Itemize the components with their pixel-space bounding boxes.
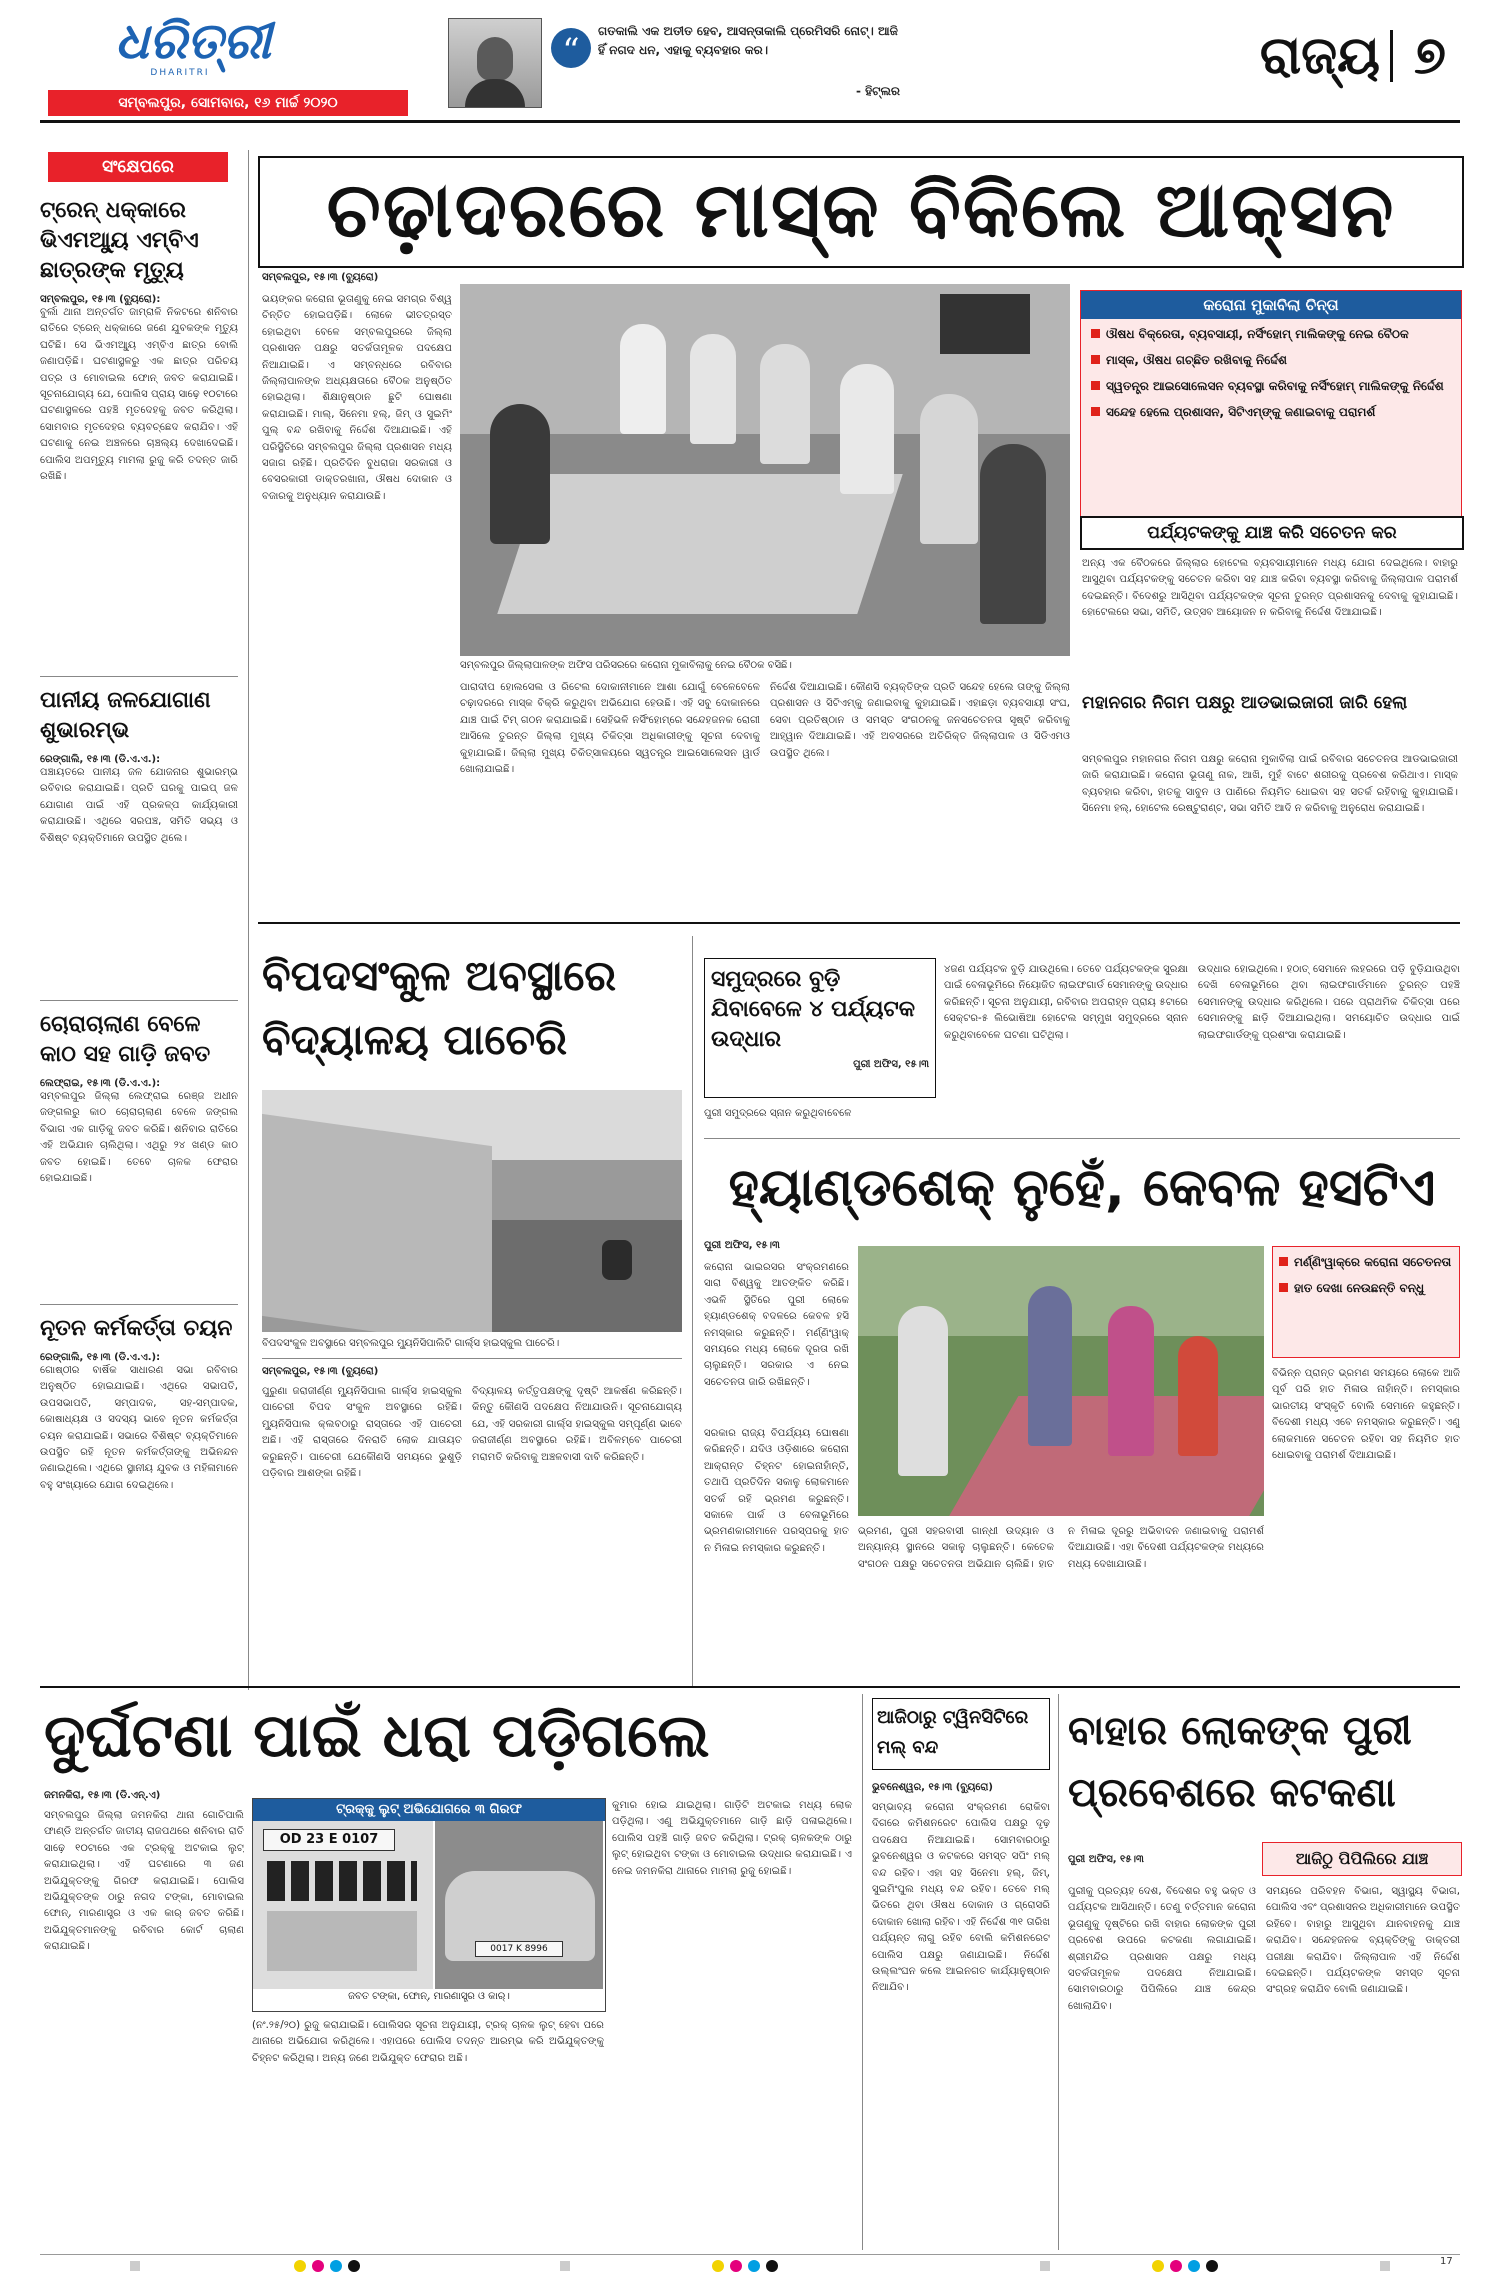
sidebar-item-title: ଟ୍ରେନ୍ ଧକ୍କାରେ ଭିଏମଆ୍ୟୁ ଏମ୍ବିଏ ଛାତ୍ରଙ୍କ ମୃତ୍ୟୁ [40,198,199,283]
sea-column: ଉଦ୍ଧାର ହୋଇଥିଲେ। ହଠାତ୍ ସେମାନେ ଲହରରେ ପଡ଼ି ବୁଡ଼ିଯାଉଥିବା ଦେଖି ବେଳାଭୂମିରେ ଥିବା ଲାଇଫଗାର୍ଡମାନେ ତୁରନ୍ତ ପହଞ୍ଚି ସେମାନଙ୍କୁ ଉଦ୍ଧାର କରିଥିଲେ। ପରେ ପ୍ରାଥମିକ ଚିକିତ୍ସା ପରେ ସେମାନଙ୍କୁ ଛାଡ଼ି ଦିଆଯାଇଥିଲା। ସମୟୋଚିତ ଉଦ୍ଧାର ପାଇଁ ଲାଇଫଗାର୍ଡଙ୍କୁ ପ୍ରଶଂସା କରାଯାଇଛି। [1198,964,1460,1041]
handshake-box-item: ମର୍ଣ୍ଣିଂୱାକ୍‌ରେ କରୋନା ସଚେତନତା [1279,1253,1453,1271]
section-rule [40,1686,1460,1688]
plate-number: 0017 K 8996 [475,1941,563,1957]
dateline: ସମ୍ବଲପୁର, ସୋମବାର, ୧୬ ମାର୍ଚ୍ଚ ୨୦୨୦ [118,95,338,111]
mall-byline: ଭୁବନେଶ୍ୱର, ୧୫।୩ (ବ୍ୟୁରୋ) [872,1782,993,1793]
logo [115,12,272,84]
section-rule [258,922,1460,924]
dateline-bar [48,90,408,116]
subhead-tourists-body: ଅନ୍ୟ ଏକ ବୈଠକରେ ଜିଲ୍ଲାର ହୋଟେଲ ବ୍ୟବସାୟୀମାନେ ମଧ୍ୟ ଯୋଗ ଦେଇଥିଲେ। ବାହାରୁ ଆସୁଥିବା ପର୍ଯ୍ୟଟକଙ୍କୁ ସଚେତନ କରିବା ସହ ଯାଞ୍ଚ କରିବା ବ୍ୟବସ୍ଥା କରିବାକୁ ଜିଲ୍ଲାପାଳ ପରାମର୍ଶ ଦେଇଛନ୍ତି। ବିଦେଶରୁ ଆସିଥିବା ପର୍ଯ୍ୟଟକଙ୍କ ସୂଚନା ତୁରନ୍ତ ପ୍ରଶାସନକୁ ଦେବାକୁ କୁହାଯାଇଛି। ହୋଟେଲରେ ସଭା, ସମିତି, ଉତ୍ସବ ଆୟୋଜନ ନ କରିବାକୁ ନିର୍ଦ୍ଦେଶ ଦିଆଯାଇଛି। [1082,558,1458,619]
sea-byline: ପୁରୀ ଅଫିସ, ୧୫।୩ [853,1059,929,1070]
corona-box-list [1081,319,1461,427]
lead-byline: ସମ୍ବଲପୁର, ୧୫।୩ (ବ୍ୟୁରୋ) [262,272,379,283]
seized-car-photo [435,1821,603,1989]
handshake-byline: ପୁରୀ ଅଫିସ, ୧୫।୩ [704,1240,780,1251]
puri-tag: ଆଜିଠୁ ପିପିଲିରେ ଯାଞ୍ଚ [1295,1849,1429,1868]
page-marker: 17 [1440,2256,1453,2267]
divider [262,1358,682,1359]
handshake-column: ସରକାର ରାଜ୍ୟ ବିପର୍ଯ୍ୟୟ ଘୋଷଣା କରିଛନ୍ତି। ଯଦିଓ ଓଡ଼ିଶାରେ କରୋନା ଆକ୍ରାନ୍ତ ଚିହ୍ନଟ ହୋଇନାହାଁନ୍ତି, ତଥାପି ପ୍ରତିଦିନ ସକାଳୁ ଲୋକମାନେ ସତର୍କ ରହି ଭ୍ରମଣ କରୁଛନ୍ତି। ସକାଳେ ପାର୍କ ଓ ବେଳାଭୂମିରେ ଭ୍ରମଣକାରୀମାନେ ପରସ୍ପରକୁ ହାତ ନ ମିଳାଇ ନମସ୍କାର କରୁଛନ୍ତି। [704,1428,849,1554]
lead-headline-box [258,156,1464,268]
accident-photo-title: ଟ୍ରକ୍‌କୁ ଲୁଟ୍ ଅଭିଯୋଗରେ ୩ ଗିରଫ [253,1799,605,1821]
school-headline: ବିପଦସଂକୁଳ ଅବସ୍ଥାରେ ବିଦ୍ୟାଳୟ ପାଚେରି [262,951,617,1064]
meeting-photo-caption: ସମ୍ବଲପୁର ଜିଲ୍ଲାପାଳଙ୍କ ଅଫିସ ପରିସରରେ କରୋନା ମୁକାବିଲାକୁ ନେଇ ବୈଠକ ବସିଛି। [460,660,792,671]
sidebar-item-body: ପଞ୍ଚାୟତରେ ପାନୀୟ ଜଳ ଯୋଜନାର ଶୁଭାରମ୍ଭ ରବିବାର କରାଯାଇଛି। ପ୍ରତି ଘରକୁ ପାଇପ୍ ଜଳ ଯୋଗାଣ ପାଇଁ ଏହି ପ୍ରକଳ୍ପ କାର୍ଯ୍ୟକାରୀ କରାଯାଉଛି। ଏଥିରେ ସରପଞ୍ଚ, ସମିତି ସଭ୍ୟ ଓ ବିଶିଷ୍ଟ ବ୍ୟକ୍ତିମାନେ ଉପସ୍ଥିତ ଥିଲେ। [40,767,238,844]
accident-column: ସମ୍ବଲପୁର ଜିଲ୍ଲା ଜମନକିରା ଥାନା ଗୋଚିପାଲି ଫାଣ୍ଡି ଅନ୍ତର୍ଗତ ଜାତୀୟ ରାଜପଥରେ ଶନିବାର ରାତି ସାଢ଼େ ୧୦ଟାରେ ଏକ ଟ୍ରକ୍‌କୁ ଅଟକାଇ ଲୁଟ୍ କରାଯାଇଥିଲା। ଏହି ଘଟଣାରେ ୩ ଜଣ ଅଭିଯୁକ୍ତଙ୍କୁ ଗିରଫ କରାଯାଇଛି। ପୋଲିସ ଅଭିଯୁକ୍ତଙ୍କ ଠାରୁ ନଗଦ ଟଙ୍କା, ମୋବାଇଲ ଫୋନ୍, ମାରଣାସ୍ତ୍ର ଓ ଏକ କାର୍ ଜବତ କରିଛି। ଅଭିଯୁକ୍ତମାନଙ୍କୁ ରବିବାର କୋର୍ଟ ଚାଲାଣ କରାଯାଇଛି। [44,1810,244,1953]
handshake-column: କରୋନା ଭାଇରସର ସଂକ୍ରମଣରେ ସାରା ବିଶ୍ୱକୁ ଆତଙ୍କିତ କରିଛି। ଏଭଳି ସ୍ଥିତିରେ ପୁରୀ ଲୋକେ ହ୍ୟାଣ୍ଡଶେକ୍ ବଦଳରେ କେବଳ ହସି ନମସ୍କାର କରୁଛନ୍ତି। ମର୍ଣ୍ଣିଂୱାକ୍ ସମୟରେ ମଧ୍ୟ ଲୋକେ ଦୂରତା ରଖି ଚାଲୁଛନ୍ତି। ସରକାର ଏ ନେଇ ସଚେତନତା ଜାରି ରଖିଛନ୍ତି। [704,1262,849,1388]
sea-headline: ସମୁଦ୍ରରେ ବୁଡ଼ି ଯିବାବେଳେ ୪ ପର୍ଯ୍ୟଟକ ଉଦ୍ଧାର [711,967,916,1052]
corona-box-title: କରୋନା ମୁକାବିଲା ଚିନ୍ତା [1081,291,1461,319]
accident-photo-box [252,1798,606,2012]
column-divider [248,150,249,1690]
divider [40,676,238,677]
divider [40,1000,238,1001]
lead-column: ପାରାଦୀପ ହୋଲସେଲ ଓ ରିଟେଲ ଦୋକାନୀମାନେ ଆଶା ଯୋଗୁଁ ବେଳେବେଳେ ଚଢ଼ାଦରରେ ମାସ୍କ ବିକ୍ରି କରୁଥିବା ଅଭିଯୋଗ ହେଉଛି। ଏହି ସବୁ ଦୋକାନରେ ଯାଞ୍ଚ ପାଇଁ ଟିମ୍ ଗଠନ କରାଯାଇଛି। ସେହିଭଳି ନର୍ସିଂହୋମ୍‌ରେ ସନ୍ଦେହଜନକ ରୋଗୀ ଆସିଲେ ତୁରନ୍ତ ଜିଲ୍ଲା ମୁଖ୍ୟ ଚିକିତ୍ସା ଅଧିକାରୀଙ୍କୁ ସୂଚନା ଦେବାକୁ କୁହାଯାଇଛି। ଜିଲ୍ଲା ମୁଖ୍ୟ ଚିକିତ୍ସାଳୟରେ ସ୍ୱତନ୍ତ୍ର ଆଇସୋଲେସନ ୱାର୍ଡ ଖୋଲାଯାଇଛି। [460,682,760,776]
puri-column: ପୁରୀକୁ ପ୍ରତ୍ୟହ ଦେଶ, ବିଦେଶର ବହୁ ଭକ୍ତ ଓ ପର୍ଯ୍ୟଟକ ଆସିଥାନ୍ତି। ତେଣୁ ବର୍ତ୍ତମାନ କରୋନା ଭୂତାଣୁକୁ ଦୃଷ୍ଟିରେ ରଖି ବାହାର ଲୋକଙ୍କ ପୁରୀ ପ୍ରବେଶ ଉପରେ କଟକଣା ଲଗାଯାଇଛି। ଶ୍ରୀମନ୍ଦିର ପ୍ରଶାସନ ପକ୍ଷରୁ ମଧ୍ୟ ସତର୍କତାମୂଳକ ପଦକ୍ଷେପ ନିଆଯାଇଛି। ସୋମବାରଠାରୁ ପିପିଲିରେ ଯାଞ୍ଚ କେନ୍ଦ୍ର ଖୋଲାଯିବ। [1068,1886,1256,2012]
meeting-photo [460,284,1070,656]
sidebar-item [40,1314,238,1684]
sidebar-item-dateline: ଲେଫ୍ରାଇ, ୧୫।୩ (ଡି.ଏ.ଏ.): [40,1078,161,1089]
quote-text: ଗତକାଲି ଏକ ଅତୀତ ହେବ, ଆସନ୍ତାକାଲି ପ୍ରେମିସରି ନୋଟ୍। ଆଜି ହିଁ ନଗଦ ଧନ, ଏହାକୁ ବ୍ୟବହାର କର। [598,24,898,57]
section-divider [1390,30,1393,82]
section-title: ରାଜ୍ୟ [1259,26,1380,86]
accident-column: (ନଂ.୨୫/୨୦) ରୁଜୁ କରାଯାଇଛି। ପୋଲିସର ସୂଚନା ଅନୁଯାୟୀ, ଟ୍ରକ୍ ଚାଳକ ଲୁଟ୍ ହେବା ପରେ ଥାନାରେ ଅଭିଯୋଗ କରିଥିଲେ। ଏହାପରେ ପୋଲିସ ତଦନ୍ତ ଆରମ୍ଭ କରି ଅଭିଯୁକ୍ତଙ୍କୁ ଚିହ୍ନଟ କରିଥିଲା। ଅନ୍ୟ ଜଣେ ଅଭିଯୁକ୍ତ ଫେରାର ଅଛି। [252,2020,604,2064]
subhead-box [1080,516,1464,550]
sea-lead: ପୁରୀ ସମୁଦ୍ରରେ ସ୍ନାନ କରୁଥିବାବେଳେ [704,1108,852,1119]
sidebar-item-dateline: ରେଙ୍ଗାଲି, ୧୫।୩ (ଡି.ଏ.ଏ.): [40,1352,161,1363]
mall-headline-box [872,1698,1050,1770]
puri-headline: ବାହାର ଲୋକଙ୍କ ପୁରୀ ପ୍ରବେଶରେ କଟକଣା [1068,1708,1412,1816]
registration-marks [0,2258,1500,2274]
corona-box-item: ସ୍ୱତନ୍ତ୍ର ଆଇସୋଲେସନ ବ୍ୟବସ୍ଥା କରିବାକୁ ନର୍ସିଂହୋମ୍ ମାଲିକଙ୍କୁ ନିର୍ଦ୍ଦେଶ [1091,377,1451,395]
handshake-column: ଭ୍ରମଣ, ପୁରୀ ସହରବାସୀ ଗାନ୍ଧୀ ଉଦ୍ୟାନ ଓ ଅନ୍ୟାନ୍ୟ ସ୍ଥାନରେ ସକାଳୁ ଚାଲୁଛନ୍ତି। କେତେକ ସଂଗଠନ ପକ୍ଷରୁ ସଚେତନତା ଅଭିଯାନ ଚାଲିଛି। ହାତ ନ ମିଳାଇ ଦୂରରୁ ଅଭିବାଦନ ଜଣାଇବାକୁ ପରାମର୍ଶ ଦିଆଯାଉଛି। ଏହା ବିଦେଶୀ ପର୍ଯ୍ୟଟକଙ୍କ ମଧ୍ୟରେ ମଧ୍ୟ ଦେଖାଯାଉଛି। [858,1526,1264,1570]
page-number: ୭ [1414,26,1446,86]
sidebar-item-body: ସମ୍ବଲପୁର ଜିଲ୍ଲା ଲେଫ୍ରାଇ ରେଞ୍ଜ ଅଧୀନ ଜଙ୍ଗଲରୁ କାଠ ଚୋରାଚାଲାଣ ବେଳେ ଜଙ୍ଗଲ ବିଭାଗ ଏକ ଗାଡ଼ିକୁ ଜବତ କରିଛି। ଶନିବାର ରାତିରେ ଏହି ଅଭିଯାନ ଚାଲିଥିଲା। ଏଥିରୁ ୨୪ ଖଣ୍ଡ କାଠ ଜବତ ହୋଇଛି। ତେବେ ଚାଳକ ଫେରାର ହୋଇଯାଇଛି। [40,1091,238,1185]
seized-items-photo [253,1821,433,1989]
sea-headline-box [704,958,936,1098]
sidebar-item-title: ଚୋରାଚାଲାଣ ବେଳେ କାଠ ସହ ଗାଡ଼ି ଜବତ [40,1012,211,1067]
logo-subtext: DHARITRI [150,68,210,78]
school-column: ବିଦ୍ୟାଳୟ କର୍ତ୍ତୃପକ୍ଷଙ୍କୁ ଦୃଷ୍ଟି ଆକର୍ଷଣ କରିଛନ୍ତି। କିନ୍ତୁ କୌଣସି ପଦକ୍ଷେପ ନିଆଯାଉନି। ସୂଚନାଯୋଗ୍ୟ ଯେ, ଏହି ସରକାରୀ ଗାର୍ଲ୍ସ ହାଇସ୍କୁଲ ସମ୍ପୂର୍ଣ୍ଣ ଭାବେ ଜରାଜୀର୍ଣ୍ଣ ଅବସ୍ଥାରେ ରହିଛି। ଅବିଳମ୍ବେ ପାଚେରୀ ମରାମତି କରିବାକୁ ଅଞ୍ଚଳବାସୀ ଦାବି କରିଛନ୍ତି। [472,1386,682,1463]
quote-author: - ହିଟ୍ଲର [855,84,900,98]
sidebar-item-body: ବୁର୍ଲା ଥାନା ଅନ୍ତର୍ଗତ ଜାମ୍ରାଳି ନିକଟରେ ଶନିବାର ରାତିରେ ଟ୍ରେନ୍ ଧକ୍କାରେ ଜଣେ ଯୁବକଙ୍କ ମୃତ୍ୟୁ ଘଟିଛି। ସେ ଭିଏମଆ୍ୟୁ ଏମ୍ବିଏ ଛାତ୍ର ବୋଲି ଜଣାପଡ଼ିଛି। ଘଟଣାସ୍ଥଳରୁ ଏକ ଛାତ୍ର ପରିଚୟ ପତ୍ର ଓ ମୋବାଇଲ ଫୋନ୍ ଜବତ କରାଯାଇଛି। ସୂଚନାଯୋଗ୍ୟ ଯେ, ପୋଲିସ ପ୍ରାୟ ସାଢ଼େ ୧୦ଟାରେ ଘଟଣାସ୍ଥଳରେ ପହଞ୍ଚି ମୃତଦେହକୁ ଜବତ କରିଥିଲା। ସୋମବାର ମୃତଦେହର ବ୍ୟବଚ୍ଛେଦ କରାଯିବ। ଏହି ଘଟଣାକୁ ନେଇ ଅଞ୍ଚଳରେ ଚାଞ୍ଚଲ୍ୟ ଦେଖାଦେଇଛି। ପୋଲିସ ଅପମୃତ୍ୟୁ ମାମଲା ରୁଜୁ କରି ତଦନ୍ତ ଜାରି ରଖିଛି। [40,307,238,483]
sea-column: ୪ଜଣ ପର୍ଯ୍ୟଟକ ବୁଡ଼ି ଯାଉଥିଲେ। ତେବେ ପର୍ଯ୍ୟଟକଙ୍କ ସୁରକ୍ଷା ପାଇଁ ବେଳାଭୂମିରେ ନିୟୋଜିତ ଲାଇଫଗାର୍ଡ ସେମାନଙ୍କୁ ଉଦ୍ଧାର କରିଛନ୍ତି। ସୂଚନା ଅନୁଯାୟୀ, ରବିବାର ଅପରାହ୍ନ ପ୍ରାୟ ୫ଟାରେ ସେକ୍ଟର-୫ ଲିଭୋଷିଆ ହୋଟେଲ ସମ୍ମୁଖ ସମୁଦ୍ରରେ ସ୍ନାନ କରୁଥିବାବେଳେ ଘଟଣା ଘଟିଥିଲା। [944,964,1188,1041]
handshake-headline: ହ୍ୟାଣ୍ଡଶେକ୍ ନୁହେଁ, କେବଳ ହସଟିଏ [728,1158,1436,1218]
accident-photo-caption: ଜବତ ଟଙ୍କା, ଫୋନ୍, ମାରଣାସ୍ତ୍ର ଓ କାର୍। [348,1991,510,2002]
school-wall-photo [262,1090,682,1332]
school-byline: ସମ୍ବଲପୁର, ୧୫।୩ (ବ୍ୟୁରୋ) [262,1366,379,1377]
divider [40,1304,238,1305]
handshake-column: ବିଭିନ୍ନ ପ୍ରାନ୍ତ ଭ୍ରମଣ ସମୟରେ ଲୋକେ ଆଜି ପୂର୍ବ ପରି ହାତ ମିଳାଉ ନାହାଁନ୍ତି। ନମସ୍କାର ଭାରତୀୟ ସଂସ୍କୃତି ବୋଲି ସେମାନେ କହୁଛନ୍ତି। ବିଦେଶୀ ମଧ୍ୟ ଏବେ ନମସ୍କାର କରୁଛନ୍ତି। ଏଣୁ ଲୋକମାନେ ସଚେତନ ରହିବା ସହ ନିୟମିତ ହାତ ଧୋଇବାକୁ ପରାମର୍ଶ ଦିଆଯାଇଛି। [1272,1368,1460,1462]
quote-icon: “ [551,28,591,68]
subhead-municipal-body: ସମ୍ବଲପୁର ମହାନଗର ନିଗମ ପକ୍ଷରୁ କରୋନା ମୁକାବିଲା ପାଇଁ ରବିବାର ସଚେତନତା ଆଡଭାଇଜାରୀ ଜାରି କରାଯାଇଛି। କରୋନା ଭୂତାଣୁ ନାକ, ଆଖି, ମୁହଁ ବାଟେ ଶରୀରକୁ ପ୍ରବେଶ କରିଥାଏ। ମାସ୍କ ବ୍ୟବହାର କରିବା, ହାତକୁ ସାବୁନ ଓ ପାଣିରେ ନିୟମିତ ଧୋଇବା ସହ ସତର୍କ ରହିବାକୁ କୁହାଯାଇଛି। ସିନେମା ହଲ୍, ହୋଟେଲ ରେଷ୍ଟୁରାଣ୍ଟ, ସଭା ସମିତି ଆଦି ନ କରିବାକୁ ଅନୁରୋଧ କରାଯାଇଛି। [1082,754,1458,815]
subhead-tourists: ପର୍ଯ୍ୟଟକଙ୍କୁ ଯାଞ୍ଚ କରି ସଚେତନ କର [1147,523,1397,543]
column-divider [862,1694,863,2250]
corona-box-item: ସନ୍ଦେହ ହେଲେ ପ୍ରଶାସନ, ସିଟିଏମ୍‌ଙ୍କୁ ଜଣାଇବାକୁ ପରାମର୍ଶ [1091,403,1451,421]
sidebar-item [40,196,238,666]
masthead [0,0,1500,125]
sidebar-item [40,686,238,986]
sidebar-item-title: ପାନୀୟ ଜଳଯୋଗାଣ ଶୁଭାରମ୍ଭ [40,688,211,743]
divider [704,1138,1460,1139]
plate-number: OD 23 E 0107 [263,1829,395,1851]
subhead-municipal: ମହାନଗର ନିଗମ ପକ୍ଷରୁ ଆଡଭାଇଜାରୀ ଜାରି ହେଲା [1082,693,1408,713]
accident-column: କୁମାର ହୋଇ ଯାଇଥିଲା। ଗାଡ଼ିଟି ଅଟକାଇ ମଧ୍ୟ ଲୋକ ପଡ଼ିଥିଲା। ଏଣୁ ଅଭିଯୁକ୍ତମାନେ ଗାଡ଼ି ଛାଡ଼ି ପଳାଇଥିଲେ। ପୋଲିସ ପହଞ୍ଚି ଗାଡ଼ି ଜବତ କରିଥିଲା। ଟ୍ରକ୍ ଚାଳକଙ୍କ ଠାରୁ ଲୁଟ୍ ହୋଇଥିବା ଟଙ୍କା ଓ ମୋବାଇଲ ଉଦ୍ଧାର କରାଯାଇଛି। ଏ ନେଇ ଜମନକିରା ଥାନାରେ ମାମଲା ରୁଜୁ ହୋଇଛି। [612,1800,852,1877]
masthead-rule [40,120,1460,123]
accident-headline: ଦୁର୍ଘଟଣା ପାଇଁ ଧରା ପଡ଼ିଗଲେ [44,1701,710,1771]
school-photo-caption: ବିପଦସଂକୁଳ ଅବସ୍ଥାରେ ସମ୍ବଲପୁର ମ୍ୟୁନିସିପାଲିଟି ଗାର୍ଲ୍ସ ହାଇସ୍କୁଲ ପାଚେରି। [262,1338,560,1349]
quote-portrait [448,18,542,108]
sidebar-item-title: ନୂତନ କର୍ମକର୍ତ୍ତା ଚୟନ [40,1316,233,1341]
footer-rule [40,2254,1460,2255]
handshake-box-item: ହାତ ଦେଖା ନେଉଛନ୍ତି ବନ୍ଧୁ [1279,1279,1453,1297]
sidebar-item-dateline: ସମ୍ବଲପୁର, ୧୫।୩ (ବ୍ୟୁରୋ): [40,294,161,305]
column-divider [1058,1694,1059,2250]
sidebar-item [40,1010,238,1295]
puri-column: ସମୟରେ ପରିବହନ ବିଭାଗ, ସ୍ୱାସ୍ଥ୍ୟ ବିଭାଗ, ପୋଲିସ ଏବଂ ପ୍ରଶାସନର ଅଧିକାରୀମାନେ ଉପସ୍ଥିତ ରହିବେ। ବାହାରୁ ଆସୁଥିବା ଯାନବାହନକୁ ଯାଞ୍ଚ କରାଯିବ। ସନ୍ଦେହଜନକ ବ୍ୟକ୍ତିଙ୍କୁ ଡାକ୍ତରୀ ପରୀକ୍ଷା କରାଯିବ। ଜିଲ୍ଲାପାଳ ଏହି ନିର୍ଦ୍ଦେଶ ଦେଇଛନ୍ତି। ପର୍ଯ୍ୟଟକଙ୍କ ସମସ୍ତ ସୂଚନା ସଂଗ୍ରହ କରାଯିବ ବୋଲି ଜଣାଯାଇଛି। [1266,1886,1460,1996]
lead-column: ନିର୍ଦ୍ଦେଶ ଦିଆଯାଇଛି। କୌଣସି ବ୍ୟକ୍ତିଙ୍କ ପ୍ରତି ସନ୍ଦେହ ହେଲେ ତାଙ୍କୁ ଜିଲ୍ଲା ପ୍ରଶାସନ ଓ ସିଟିଏମ୍‌କୁ ଜଣାଇବାକୁ କୁହାଯାଇଛି। ଏହାଛଡ଼ା ବ୍ୟବସାୟୀ ସଂଘ, ସେବା ପ୍ରତିଷ୍ଠାନ ଓ ସମସ୍ତ ସଂଗଠନକୁ ଜନସଚେତନତା ସୃଷ୍ଟି କରିବାକୁ ଆହ୍ୱାନ ଦିଆଯାଇଛି। ଏହି ଅବସରରେ ଅତିରିକ୍ତ ଜିଲ୍ଲାପାଳ ଓ ସିଡିଏମଓ ଉପସ୍ଥିତ ଥିଲେ। [770,682,1070,759]
logo-text: ଧରିତ୍ରୀ [115,12,272,70]
lead-headline: ଚଢ଼ାଦରରେ ମାସ୍କ ବିକିଲେ ଆକ୍ସନ [326,165,1396,254]
corona-box-item: ମାସ୍କ, ଔଷଧ ଗଚ୍ଛିତ ରଖିବାକୁ ନିର୍ଦ୍ଦେଶ [1091,351,1451,369]
accident-byline: ଜମନକିରା, ୧୫।୩ (ଡି.ଏନ୍.ଏ) [44,1790,161,1801]
column-divider [692,936,693,1686]
puri-tag-box [1262,1842,1462,1876]
corona-box [1080,290,1462,518]
mall-body: ସମ୍ଭାବ୍ୟ କରୋନା ସଂକ୍ରମଣ ରୋକିବା ଦିଗରେ କମିଶନରେଟ ପୋଲିସ ପକ୍ଷରୁ ଦୃଢ଼ ପଦକ୍ଷେପ ନିଆଯାଇଛି। ସୋମବାରଠାରୁ ଭୁବନେଶ୍ୱର ଓ କଟକରେ ସମସ୍ତ ସପିଂ ମଲ୍ ବନ୍ଦ ରହିବ। ଏହା ସହ ସିନେମା ହଲ୍, ଜିମ୍, ସୁଇମିଂପୁଲ ମଧ୍ୟ ବନ୍ଦ ରହିବ। ତେବେ ମଲ୍ ଭିତରେ ଥିବା ଔଷଧ ଦୋକାନ ଓ ଗ୍ରୋସରି ଦୋକାନ ଖୋଲା ରହିବ। ଏହି ନିର୍ଦ୍ଦେଶ ୩୧ ତାରିଖ ପର୍ଯ୍ୟନ୍ତ ଲାଗୁ ରହିବ ବୋଲି କମିଶନରେଟ ପୋଲିସ ପକ୍ଷରୁ ଜଣାଯାଇଛି। ନିର୍ଦ୍ଦେଶ ଉଲ୍ଲଂଘନ କଲେ ଆଇନଗତ କାର୍ଯ୍ୟାନୁଷ୍ଠାନ ନିଆଯିବ। [872,1802,1050,1994]
lead-column: ଭୟଙ୍କର କରୋନା ଭୂତାଣୁକୁ ନେଇ ସମଗ୍ର ବିଶ୍ୱ ଚିନ୍ତିତ ହୋଇପଡ଼ିଛି। ଲୋକେ ଭୀତତ୍ରସ୍ତ ହୋଇଥିବା ବେଳେ ସମ୍ବଲପୁରରେ ଜିଲ୍ଲା ପ୍ରଶାସନ ପକ୍ଷରୁ ସତର୍କତାମୂଳକ ପଦକ୍ଷେପ ନିଆଯାଇଛି। ଏ ସମ୍ବନ୍ଧରେ ରବିବାର ଜିଲ୍ଲାପାଳଙ୍କ ଅଧ୍ୟକ୍ଷତାରେ ବୈଠକ ଅନୁଷ୍ଠିତ ହୋଇଥିଲା। ଶିକ୍ଷାନୁଷ୍ଠାନ ଛୁଟି ଘୋଷଣା କରାଯାଇଛି। ମାଲ୍, ସିନେମା ହଲ୍, ଜିମ୍ ଓ ସୁଇମିଂ ପୁଲ୍ ବନ୍ଦ ରଖିବାକୁ ନିର୍ଦ୍ଦେଶ ଦିଆଯାଇଛି। ଏହି ପରିସ୍ଥିତିରେ ସମ୍ବଲପୁର ଜିଲ୍ଲା ପ୍ରଶାସନ ମଧ୍ୟ ସଜାଗ ରହିଛି। ପ୍ରତିଦିନ ବୁଧରାଜା ସରକାରୀ ଓ ବେସରକାରୀ ଡାକ୍ତରଖାନା, ଔଷଧ ଦୋକାନ ଓ ବଜାରକୁ ଅନୁଧ୍ୟାନ କରାଯାଉଛି। [262,294,452,502]
brief-tag: ସଂକ୍ଷେପରେ [48,152,228,182]
corona-box-item: ଔଷଧ ବିକ୍ରେତା, ବ୍ୟବସାୟୀ, ନର୍ସିଂହୋମ୍ ମାଲିକଙ୍କୁ ନେଇ ବୈଠକ [1091,325,1451,343]
mall-headline: ଆଜିଠାରୁ ଟ୍ୱିନସିଟିରେ ମଲ୍ ବନ୍ଦ [877,1707,1029,1758]
walkers-photo [858,1246,1264,1516]
handshake-box [1272,1246,1460,1358]
sidebar-item-body: ଗୋଷ୍ଠୀର ବାର୍ଷିକ ସାଧାରଣ ସଭା ରବିବାର ଅନୁଷ୍ଠିତ ହୋଇଯାଇଛି। ଏଥିରେ ସଭାପତି, ଉପସଭାପତି, ସମ୍ପାଦକ, ସହ-ସମ୍ପାଦକ, କୋଷାଧ୍ୟକ୍ଷ ଓ ସଦସ୍ୟ ଭାବେ ନୂତନ କର୍ମକର୍ତ୍ତା ଚୟନ କରାଯାଇଛି। ସଭାରେ ବିଶିଷ୍ଟ ବ୍ୟକ୍ତିମାନେ ଉପସ୍ଥିତ ରହି ନୂତନ କର୍ମକର୍ତ୍ତାଙ୍କୁ ଅଭିନନ୍ଦନ ଜଣାଇଥିଲେ। ଏଥିରେ ସ୍ଥାନୀୟ ଯୁବକ ଓ ମହିଳାମାନେ ବହୁ ସଂଖ୍ୟାରେ ଯୋଗ ଦେଇଥିଲେ। [40,1365,238,1491]
sidebar-item-dateline: ରେଙ୍ଗାଲି, ୧୫।୩ (ଡି.ଏ.ଏ.): [40,754,161,765]
puri-byline: ପୁରୀ ଅଫିସ, ୧୫।୩ [1068,1854,1144,1865]
school-column: ପୁରୁଣା ଜରାଜୀର୍ଣ୍ଣ ମ୍ୟୁନିସିପାଲ ଗାର୍ଲ୍ସ ହାଇସ୍କୁଲ ପାଚେରୀ ବିପଦ ସଂକୁଳ ଅବସ୍ଥାରେ ରହିଛି। ମ୍ୟୁନିସିପାଲ କ୍ଲବଠାରୁ ରାସ୍ତାରେ ଏହି ପାଚେରୀ ଅଛି। ଏହି ରାସ୍ତାରେ ଦିନରାତି ଲୋକ ଯାତାୟତ କରୁଛନ୍ତି। ପାଚେରୀ ଯେକୌଣସି ସମୟରେ ଭୁଶୁଡ଼ି ପଡ଼ିବାର ଆଶଙ୍କା ରହିଛି। [262,1386,462,1480]
